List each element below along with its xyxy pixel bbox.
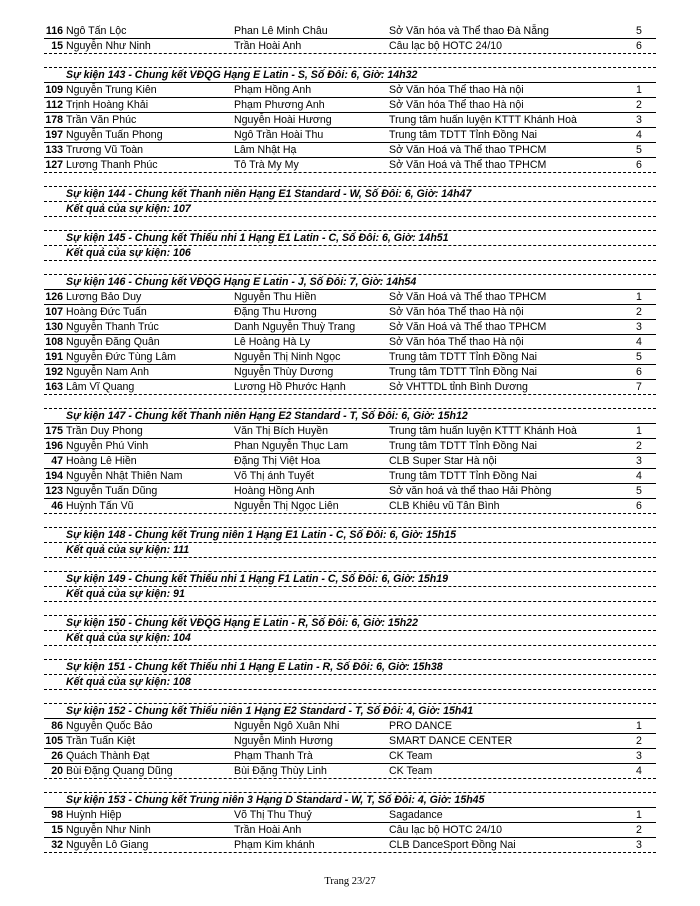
section-gap — [44, 217, 656, 231]
leader-name: Trương Vũ Toàn — [66, 144, 144, 156]
couple-number: 175 — [45, 425, 63, 437]
club-name: Sở Văn hóa Thể thao Hà nội — [389, 306, 524, 318]
couple-number: 123 — [45, 485, 63, 497]
table-row — [44, 290, 656, 305]
section-gap — [44, 261, 656, 275]
couple-number: 192 — [45, 366, 63, 378]
club-name: Sở Văn Hoá và Thể thao TPHCM — [389, 291, 547, 303]
club-name: Trung tâm huấn luyện KTTT Khánh Hoà — [389, 114, 577, 126]
partner-name: Tô Trà My My — [234, 159, 299, 171]
couple-number: 127 — [45, 159, 63, 171]
event-heading: Sự kiện 145 - Chung kết Thiếu nhi 1 Hạng E1 Latin - C, Số Đôi: 6, Giờ: 14h51 — [44, 231, 656, 246]
partner-name: Văn Thị Bích Huyền — [234, 425, 329, 437]
partner-name: Đặng Thu Hương — [234, 306, 317, 318]
event-heading: Sự kiện 152 - Chung kết Thiếu niên 1 Hạng E2 Standard - T, Số Đôi: 4, Giờ: 15h41 — [44, 704, 656, 719]
leader-name: Huỳnh Tấn Vũ — [66, 500, 134, 512]
club-name: Trung tâm TDTT Tỉnh Đồng Nai — [389, 129, 537, 141]
partner-name: Nguyễn Thị Ngọc Liên — [234, 500, 339, 512]
couple-number: 116 — [45, 25, 63, 37]
placing: 1 — [636, 291, 642, 303]
table-row — [44, 439, 656, 454]
club-name: Sagadance — [389, 809, 443, 821]
club-name: Sở Văn Hoá và Thể thao TPHCM — [389, 144, 547, 156]
placing: 1 — [636, 425, 642, 437]
partner-name: Phạm Kim khánh — [234, 839, 315, 851]
partner-name: Bùi Đặng Thùy Linh — [234, 765, 327, 777]
placing: 2 — [636, 440, 642, 452]
table-row — [44, 158, 656, 173]
leader-name: Trần Tuấn Kiệt — [66, 735, 136, 747]
leader-name: Lương Bảo Duy — [66, 291, 142, 303]
section-gap — [44, 690, 656, 704]
event-heading: Sự kiện 153 - Chung kết Trung niên 3 Hạng D Standard - W, T, Số Đôi: 4, Giờ: 15h45 — [44, 793, 656, 808]
couple-number: 178 — [45, 114, 63, 126]
leader-name: Nguyễn Như Ninh — [66, 824, 151, 836]
leader-name: Lương Thanh Phúc — [66, 159, 158, 171]
club-name: PRO DANCE — [389, 720, 452, 732]
table-row — [44, 424, 656, 439]
event-heading: Sự kiện 149 - Chung kết Thiếu nhi 1 Hạng F1 Latin - C, Số Đôi: 6, Giờ: 15h19 — [44, 572, 656, 587]
section-gap — [44, 395, 656, 409]
partner-name: Phan Lê Minh Châu — [234, 25, 328, 37]
placing: 2 — [636, 306, 642, 318]
placing: 7 — [636, 381, 642, 393]
club-name: Trung tâm TDTT Tỉnh Đồng Nai — [389, 351, 537, 363]
table-row — [44, 113, 656, 128]
table-row — [44, 335, 656, 350]
club-name: CLB Super Star Hà nội — [389, 455, 497, 467]
table-row — [44, 484, 656, 499]
event-result: Kết quả của sự kiện: 107 — [44, 202, 656, 217]
placing: 2 — [636, 824, 642, 836]
event-heading: Sự kiện 147 - Chung kết Thanh niên Hạng E2 Standard - T, Số Đôi: 6, Giờ: 15h12 — [44, 409, 656, 424]
partner-name: Phan Nguyễn Thục Lam — [234, 440, 349, 452]
table-row — [44, 749, 656, 764]
event-result: Kết quả của sự kiện: 111 — [44, 543, 656, 558]
couple-number: 112 — [45, 99, 63, 111]
couple-number: 194 — [45, 470, 63, 482]
club-name: Sở Văn Hoá và Thể thao TPHCM — [389, 321, 547, 333]
leader-name: Nguyễn Thanh Trúc — [66, 321, 159, 333]
leader-name: Trần Văn Phúc — [66, 114, 137, 126]
event-result: Kết quả của sự kiện: 108 — [44, 675, 656, 690]
leader-name: Ngô Tấn Lộc — [66, 25, 127, 37]
partner-name: Phạm Thanh Trà — [234, 750, 313, 762]
table-row — [44, 39, 656, 54]
placing: 2 — [636, 99, 642, 111]
partner-name: Nguyễn Thị Ninh Ngọc — [234, 351, 341, 363]
table-row — [44, 98, 656, 113]
couple-number: 105 — [45, 735, 63, 747]
table-row — [44, 24, 656, 39]
placing: 3 — [636, 114, 642, 126]
partner-name: Hoàng Hồng Anh — [234, 485, 315, 497]
couple-number: 20 — [51, 765, 63, 777]
club-name: CK Team — [389, 750, 433, 762]
table-row — [44, 499, 656, 514]
leader-name: Nguyễn Tuấn Dũng — [66, 485, 158, 497]
event-result: Kết quả của sự kiện: 91 — [44, 587, 656, 602]
section-gap — [44, 173, 656, 187]
club-name: SMART DANCE CENTER — [389, 735, 513, 747]
event-heading: Sự kiện 151 - Chung kết Thiếu nhi 1 Hạng E Latin - R, Số Đôi: 6, Giờ: 15h38 — [44, 660, 656, 675]
couple-number: 15 — [51, 40, 63, 52]
couple-number: 15 — [51, 824, 63, 836]
leader-name: Nguyễn Lô Giang — [66, 839, 149, 851]
partner-name: Trần Hoài Anh — [234, 40, 302, 52]
couple-number: 86 — [51, 720, 63, 732]
couple-number: 47 — [51, 455, 63, 467]
section-gap — [44, 779, 656, 793]
partner-name: Danh Nguyễn Thuỳ Trang — [234, 321, 356, 333]
partner-name: Nguyễn Hoài Hương — [234, 114, 332, 126]
couple-number: 197 — [45, 129, 63, 141]
section-gap — [44, 54, 656, 68]
placing: 5 — [636, 144, 642, 156]
partner-name: Lương Hồ Phước Hạnh — [234, 381, 346, 393]
section-gap — [44, 646, 656, 660]
leader-name: Nguyễn Nam Anh — [66, 366, 150, 378]
leader-name: Quách Thành Đạt — [66, 750, 150, 762]
leader-name: Huỳnh Hiệp — [66, 809, 122, 821]
leader-name: Hoàng Lê Hiền — [66, 455, 137, 467]
partner-name: Võ Thị Thu Thuỷ — [234, 809, 312, 821]
partner-name: Trần Hoài Anh — [234, 824, 302, 836]
couple-number: 130 — [45, 321, 63, 333]
club-name: Sở văn hoá và thể thao Hải Phòng — [389, 485, 552, 497]
club-name: CLB Khiêu vũ Tân Bình — [389, 500, 500, 512]
partner-name: Nguyễn Thùy Dương — [234, 366, 334, 378]
section-gap — [44, 558, 656, 572]
event-heading: Sự kiện 143 - Chung kết VĐQG Hạng E Latin - S, Số Đôi: 6, Giờ: 14h32 — [44, 68, 656, 83]
placing: 5 — [636, 25, 642, 37]
club-name: Sở Văn hóa và Thể thao Đà Nẵng — [389, 25, 549, 37]
couple-number: 46 — [51, 500, 63, 512]
couple-number: 163 — [45, 381, 63, 393]
partner-name: Lâm Nhật Hạ — [234, 144, 297, 156]
couple-number: 26 — [51, 750, 63, 762]
couple-number: 108 — [45, 336, 63, 348]
leader-name: Nguyễn Đăng Quân — [66, 336, 160, 348]
partner-name: Nguyễn Ngô Xuân Nhi — [234, 720, 340, 732]
partner-name: Nguyễn Minh Hương — [234, 735, 333, 747]
table-row — [44, 380, 656, 395]
club-name: CK Team — [389, 765, 433, 777]
event-result: Kết quả của sự kiện: 104 — [44, 631, 656, 646]
page-number: Trang 23/27 — [324, 876, 376, 887]
table-row — [44, 734, 656, 749]
club-name: Trung tâm TDTT Tỉnh Đồng Nai — [389, 366, 537, 378]
event-result: Kết quả của sự kiện: 106 — [44, 246, 656, 261]
placing: 6 — [636, 366, 642, 378]
club-name: Trung tâm TDTT Tỉnh Đồng Nai — [389, 440, 537, 452]
leader-name: Nguyễn Trung Kiên — [66, 84, 157, 96]
placing: 6 — [636, 500, 642, 512]
section-gap — [44, 514, 656, 528]
table-row — [44, 469, 656, 484]
placing: 3 — [636, 839, 642, 851]
event-heading: Sự kiện 144 - Chung kết Thanh niên Hạng E1 Standard - W, Số Đôi: 6, Giờ: 14h47 — [44, 187, 656, 202]
table-row — [44, 83, 656, 98]
partner-name: Phạm Phương Anh — [234, 99, 325, 111]
leader-name: Nguyễn Quốc Bảo — [66, 720, 153, 732]
placing: 3 — [636, 321, 642, 333]
placing: 6 — [636, 40, 642, 52]
partner-name: Lê Hoàng Hà Ly — [234, 336, 311, 348]
table-row — [44, 719, 656, 734]
table-row — [44, 823, 656, 838]
partner-name: Đặng Thị Việt Hoa — [234, 455, 321, 467]
section-gap — [44, 602, 656, 616]
event-heading: Sự kiện 148 - Chung kết Trung niên 1 Hạng E1 Latin - C, Số Đôi: 6, Giờ: 15h15 — [44, 528, 656, 543]
placing: 5 — [636, 351, 642, 363]
placing: 6 — [636, 159, 642, 171]
leader-name: Nguyễn Như Ninh — [66, 40, 151, 52]
partner-name: Phạm Hồng Anh — [234, 84, 312, 96]
partner-name: Nguyễn Thu Hiền — [234, 291, 317, 303]
placing: 4 — [636, 129, 642, 141]
club-name: Trung tâm huấn luyện KTTT Khánh Hoà — [389, 425, 577, 437]
leader-name: Nguyễn Nhật Thiên Nam — [66, 470, 183, 482]
event-heading: Sự kiện 150 - Chung kết VĐQG Hạng E Latin - R, Số Đôi: 6, Giờ: 15h22 — [44, 616, 656, 631]
couple-number: 126 — [45, 291, 63, 303]
table-row — [44, 305, 656, 320]
leader-name: Nguyễn Tuấn Phong — [66, 129, 163, 141]
leader-name: Bùi Đặng Quang Dũng — [66, 765, 173, 777]
club-name: Sở Văn Hoá và Thể thao TPHCM — [389, 159, 547, 171]
placing: 2 — [636, 735, 642, 747]
placing: 1 — [636, 720, 642, 732]
placing: 1 — [636, 84, 642, 96]
couple-number: 191 — [45, 351, 63, 363]
event-heading: Sự kiện 146 - Chung kết VĐQG Hạng E Latin - J, Số Đôi: 7, Giờ: 14h54 — [44, 275, 656, 290]
table-row — [44, 454, 656, 469]
table-row — [44, 838, 656, 853]
club-name: CLB DanceSport Đồng Nai — [389, 839, 516, 851]
leader-name: Nguyễn Phú Vinh — [66, 440, 149, 452]
couple-number: 109 — [45, 84, 63, 96]
placing: 4 — [636, 470, 642, 482]
partner-name: Ngô Trần Hoài Thu — [234, 129, 324, 141]
table-row — [44, 764, 656, 779]
club-name: Sở Văn hóa Thể thao Hà nội — [389, 84, 524, 96]
leader-name: Lâm Vĩ Quang — [66, 381, 135, 393]
placing: 4 — [636, 765, 642, 777]
table-row — [44, 365, 656, 380]
leader-name: Trịnh Hoàng Khải — [66, 99, 149, 111]
table-row — [44, 350, 656, 365]
table-row — [44, 128, 656, 143]
partner-name: Võ Thị ánh Tuyết — [234, 470, 314, 482]
placing: 5 — [636, 485, 642, 497]
table-row — [44, 143, 656, 158]
club-name: Sở VHTTDL tỉnh Bình Dương — [389, 381, 528, 393]
club-name: Câu lạc bộ HOTC 24/10 — [389, 40, 503, 52]
table-row — [44, 320, 656, 335]
table-row — [44, 808, 656, 823]
leader-name: Nguyễn Đức Tùng Lâm — [66, 351, 176, 363]
couple-number: 107 — [45, 306, 63, 318]
leader-name: Hoàng Đức Tuấn — [66, 306, 147, 318]
couple-number: 98 — [51, 809, 63, 821]
placing: 1 — [636, 809, 642, 821]
club-name: Câu lạc bộ HOTC 24/10 — [389, 824, 503, 836]
placing: 3 — [636, 455, 642, 467]
leader-name: Trần Duy Phong — [66, 425, 143, 437]
club-name: Sở Văn hóa Thể thao Hà nội — [389, 99, 524, 111]
club-name: Sở Văn hóa Thể thao Hà nội — [389, 336, 524, 348]
placing: 4 — [636, 336, 642, 348]
placing: 3 — [636, 750, 642, 762]
couple-number: 196 — [45, 440, 63, 452]
results-document — [44, 24, 656, 853]
couple-number: 32 — [51, 839, 63, 851]
club-name: Trung tâm TDTT Tỉnh Đồng Nai — [389, 470, 537, 482]
couple-number: 133 — [45, 144, 63, 156]
